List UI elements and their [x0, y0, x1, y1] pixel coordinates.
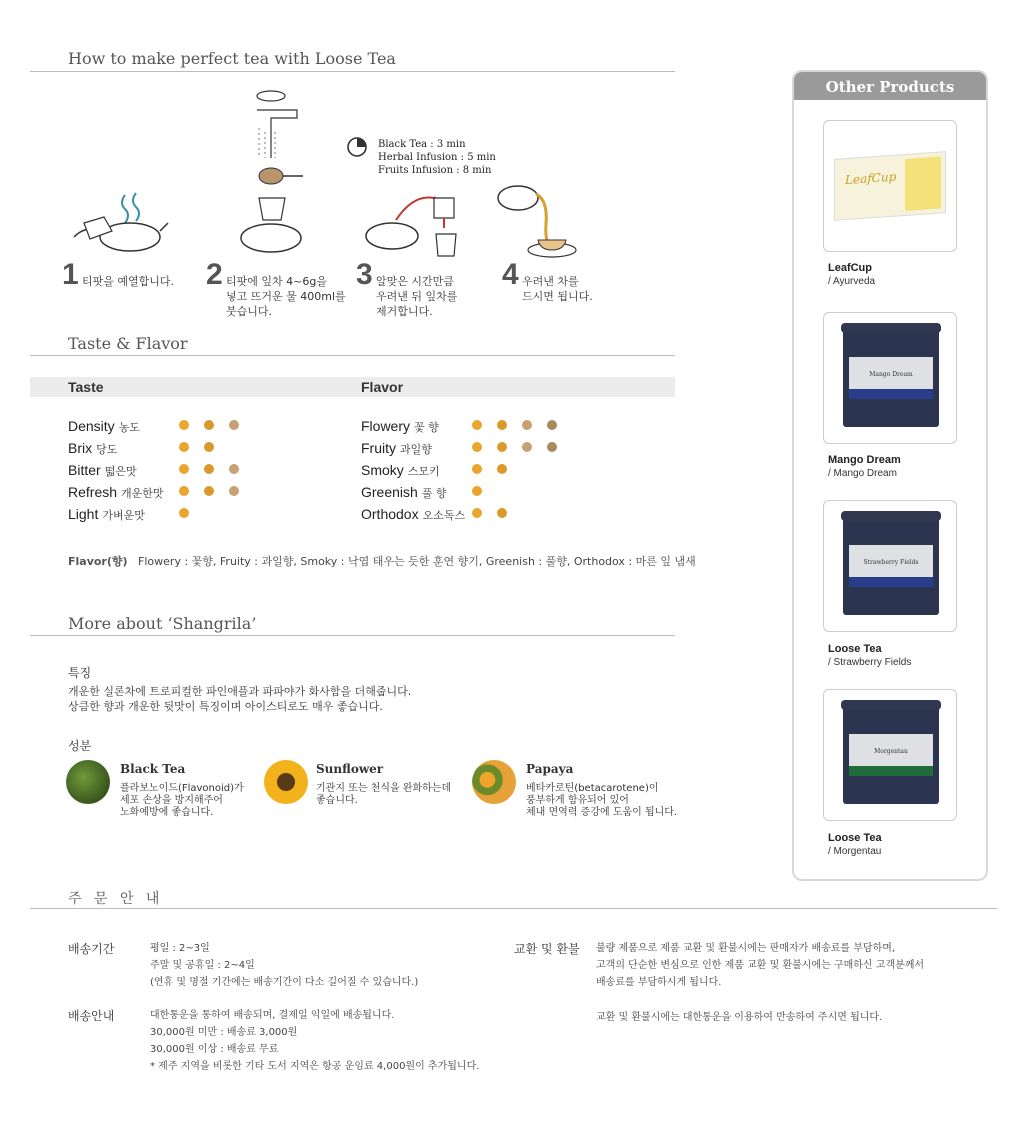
- flavor-row: [361, 416, 661, 438]
- flavor-row: [361, 482, 661, 504]
- flavor-note: [68, 553, 696, 569]
- ingredients-title: 성분: [68, 739, 92, 753]
- rating-dot: [229, 486, 239, 496]
- taste-row: [68, 438, 368, 460]
- other-products-header: [794, 72, 986, 100]
- ingredient-desc: 베타카로틴(betacarotene)이 풍부하게 함유되어 있어 체내 면역력 증강에 도움이 됩니다.: [526, 783, 678, 818]
- rating-dot: [497, 508, 507, 518]
- attribute-name: Refresh: [68, 484, 118, 500]
- section-title-how-to: How to make perfect tea with Loose Tea: [68, 49, 396, 68]
- papaya-image: [472, 760, 516, 804]
- rating-dot: [472, 442, 482, 452]
- attribute-name-ko: 꽃 향: [414, 421, 439, 434]
- rating-dot: [497, 442, 507, 452]
- leafcup-logo-text: LeafCup: [845, 169, 897, 188]
- ingredient-desc: 기관지 또는 천식을 완화하는데 좋습니다.: [316, 783, 452, 806]
- leafcup-side-panel: [905, 156, 941, 211]
- product-card-mango-dream[interactable]: [823, 312, 957, 444]
- rating-dot: [472, 508, 482, 518]
- attribute-name: Light: [68, 506, 99, 522]
- rating-dot: [204, 442, 214, 452]
- attribute-name: Brix: [68, 440, 93, 456]
- attribute-name: Smoky: [361, 462, 404, 478]
- rating-dot: [472, 420, 482, 430]
- rating-dot: [472, 464, 482, 474]
- product-subtitle: / Strawberry Fields: [828, 657, 912, 668]
- rating-dot: [497, 420, 507, 430]
- attribute-name-ko: 오소독스: [422, 509, 466, 522]
- rating-dot: [547, 442, 557, 452]
- product-card-morgentau[interactable]: [823, 689, 957, 821]
- rating-dot: [204, 464, 214, 474]
- delivery-info-text: 대한통운을 통하여 배송되며, 결제일 익일에 배송됩니다. 30,000원 미만 : 배송료 3,000원 30,000원 이상 : 배송료 무료 * 제주 지역을 비롯한 기타 도서 지역은 항공 운임료 4,000원이 추가됩니다.: [150, 1010, 480, 1072]
- rating-dot: [179, 486, 189, 496]
- rating-dot: [179, 442, 189, 452]
- step-number: 3: [356, 258, 373, 291]
- attribute-name-ko: 떫은맛: [104, 465, 137, 478]
- step-text: 티팟에 잎차 4~6g을 넣고 뜨거운 물 400ml를 붓습니다.: [226, 275, 346, 318]
- flavor-row: [361, 504, 661, 526]
- attribute-name: Fruity: [361, 440, 396, 456]
- attribute-name: Orthodox: [361, 506, 419, 522]
- step-number: 1: [62, 258, 79, 291]
- attribute-name-ko: 당도: [96, 443, 118, 456]
- leafcup-box-image: [834, 151, 946, 221]
- taste-row: [68, 504, 368, 526]
- step-text: 우려낸 차를 드시면 됩니다.: [522, 275, 593, 303]
- step-text: 티팟을 예열합니다.: [82, 275, 175, 288]
- step-text: 알맞은 시간만큼 우려낸 뒤 잎차를 제거합니다.: [376, 275, 458, 318]
- rating-dot: [522, 420, 532, 430]
- tin-label-text: Mango Dream: [869, 371, 913, 378]
- product-card-leafcup[interactable]: [823, 120, 957, 252]
- product-name[interactable]: Mango Dream: [828, 454, 901, 466]
- other-products-title: Other Products: [825, 78, 955, 96]
- rating-dot: [472, 486, 482, 496]
- attribute-name: Bitter: [68, 462, 101, 478]
- ingredient-desc: 플라보노이드(Flavonoid)가 세포 손상을 방지해주어 노화예방에 좋습니다.: [120, 783, 244, 818]
- attribute-name: Density: [68, 418, 115, 434]
- exchange-text: 불량 제품으로 제품 교환 및 환불시에는 판매자가 배송료를 부담하며, 고객의 단순한 변심으로 인한 제품 교환 및 환불시에는 구매하신 고객분께서 배송료를 부담하시게 됩니다.: [596, 943, 925, 988]
- teapot-remove-leaves-icon: [360, 190, 470, 260]
- attribute-name-ko: 농도: [118, 421, 140, 434]
- step-number: 2: [206, 258, 223, 291]
- flavor-note-text: Flowery : 꽃향, Fruity : 과일향, Smoky : 낙엽 태우는 듯한 훈연 향기, Greenish : 풀향, Orthodox : 마른 잎 냄새: [138, 555, 696, 568]
- divider: [30, 355, 675, 356]
- rating-dot: [179, 464, 189, 474]
- black-tea-leaf-image: [66, 760, 110, 804]
- step-number: 4: [502, 258, 519, 291]
- attribute-name: Greenish: [361, 484, 418, 500]
- product-card-strawberry-fields[interactable]: [823, 500, 957, 632]
- tin-label-text: Morgentau: [874, 748, 908, 755]
- teapot-preheat-icon: [70, 185, 170, 255]
- section-title-taste-flavor: Taste & Flavor: [68, 334, 188, 353]
- flavor-row: [361, 438, 661, 460]
- other-products-panel: [792, 70, 988, 881]
- teapot-pour-water-icon: [235, 88, 315, 263]
- flavor-note-label: Flavor(향): [68, 555, 128, 568]
- order-info-title: 주 문 안 내: [68, 891, 164, 907]
- tea-tin-image: [843, 704, 939, 804]
- delivery-period-text: 평일 : 2~3일 주말 및 공휴일 : 2~4일 (연휴 및 명절 기간에는 배송기간이 다소 길어질 수 있습니다.): [150, 943, 419, 988]
- feature-title: 특징: [68, 666, 92, 680]
- attribute-name-ko: 가벼운맛: [102, 509, 145, 522]
- ingredient-name: Papaya: [526, 762, 574, 776]
- timer-icon: [346, 136, 368, 158]
- product-name[interactable]: Loose Tea: [828, 643, 882, 655]
- flavor-header: Flavor: [361, 379, 404, 395]
- divider: [30, 635, 675, 636]
- taste-header: Taste: [68, 379, 104, 395]
- attribute-name-ko: 스모키: [407, 465, 440, 478]
- rating-dot: [497, 464, 507, 474]
- flavor-row: [361, 460, 661, 482]
- product-subtitle: / Mango Dream: [828, 468, 897, 479]
- rating-dot: [204, 486, 214, 496]
- divider: [30, 908, 997, 909]
- sunflower-image: [264, 760, 308, 804]
- tea-tin-image: [843, 515, 939, 615]
- attribute-name: Flowery: [361, 418, 411, 434]
- rating-dot: [229, 464, 239, 474]
- attribute-name-ko: 개운한맛: [121, 487, 164, 500]
- tin-label-text: Strawberry Fields: [863, 559, 919, 566]
- divider: [30, 71, 675, 72]
- taste-row: [68, 416, 368, 438]
- tea-tin-image: [843, 327, 939, 427]
- exchange-text: 교환 및 환불시에는 대한통운을 이용하여 반송하여 주시면 됩니다.: [596, 1012, 883, 1023]
- exchange-label: 교환 및 환불: [514, 942, 580, 956]
- brew-times: Black Tea : 3 min Herbal Infusion : 5 min Fruits Infusion : 8 min: [378, 139, 496, 176]
- attribute-name-ko: 풀 향: [421, 487, 447, 500]
- product-subtitle: / Morgentau: [828, 846, 882, 857]
- delivery-period-label: 배송기간: [68, 942, 115, 956]
- ingredient-name: Black Tea: [120, 762, 186, 776]
- delivery-info-label: 배송안내: [68, 1009, 115, 1023]
- section-title-more-about: More about ‘Shangrila’: [68, 614, 257, 633]
- taste-row: [68, 482, 368, 504]
- rating-dot: [522, 442, 532, 452]
- feature-line: 상큼한 향과 개운한 뒷맛이 특징이며 아이스티로도 매우 좋습니다.: [68, 700, 383, 713]
- taste-flavor-header: [30, 377, 675, 397]
- rating-dot: [179, 508, 189, 518]
- rating-dot: [204, 420, 214, 430]
- rating-dot: [547, 420, 557, 430]
- taste-row: [68, 460, 368, 482]
- product-name[interactable]: Loose Tea: [828, 832, 882, 844]
- rating-dot: [229, 420, 239, 430]
- ingredient-name: Sunflower: [316, 762, 384, 776]
- tea-cup-serve-icon: [496, 178, 586, 263]
- rating-dot: [179, 420, 189, 430]
- feature-line: 개운한 실론차에 트로피컬한 파인애플과 파파야가 화사함을 더해줍니다.: [68, 685, 412, 698]
- attribute-name-ko: 과일향: [400, 443, 432, 456]
- product-subtitle: / Ayurveda: [828, 276, 876, 287]
- product-name[interactable]: LeafCup: [828, 262, 872, 274]
